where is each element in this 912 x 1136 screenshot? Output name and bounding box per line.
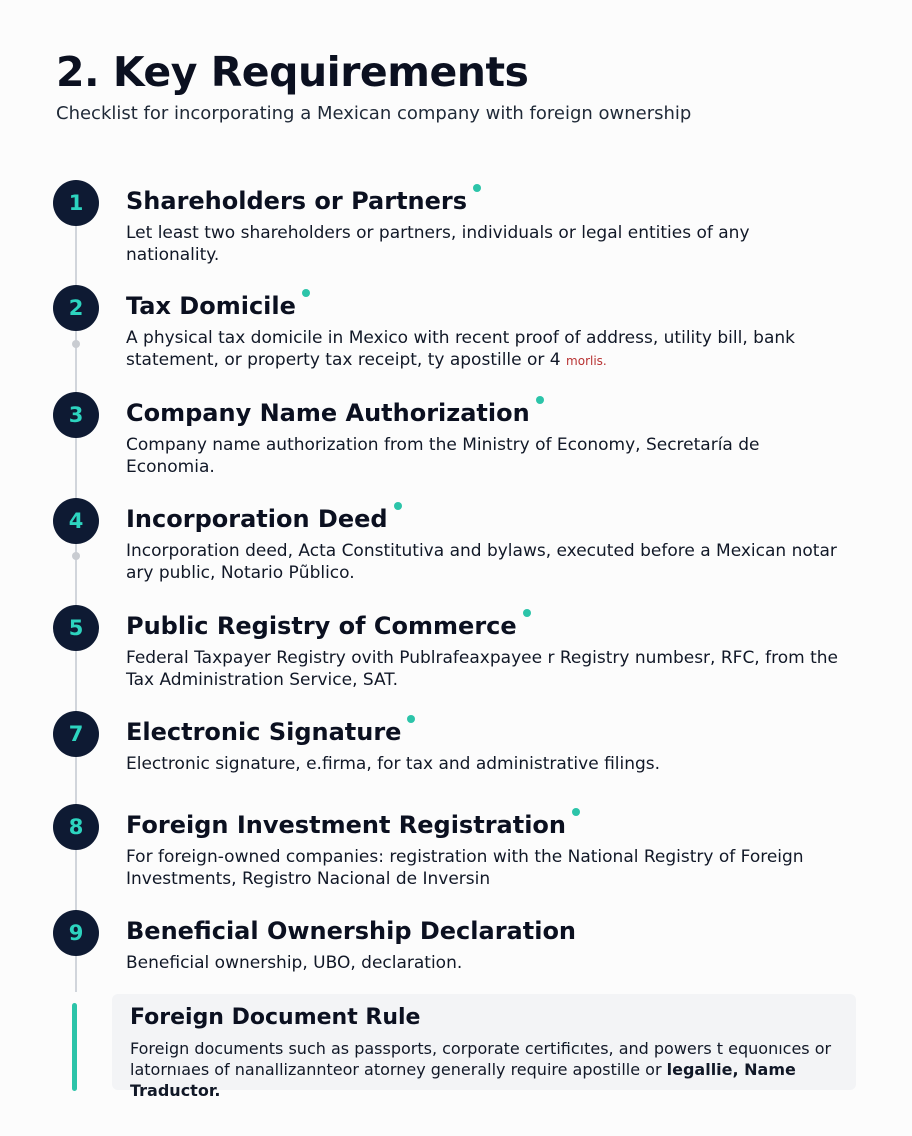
rule-text-bold: legallie, Name Traductor. bbox=[130, 1060, 796, 1100]
step-title bbox=[126, 611, 531, 641]
step-title bbox=[126, 186, 481, 216]
step-description-text: A physical tax domicile in Mexico with recent proof of address, utility bill, bank statement, or property tax receipt, ty apostille or 4 bbox=[126, 328, 795, 370]
accent-dot-icon bbox=[536, 396, 544, 404]
accent-dot-icon bbox=[407, 715, 415, 723]
step-description: Federal Taxpayer Registry ovith Publrafeaxpayee r Registry numbesr, RFC, from the Tax Administration Service, SAT. bbox=[126, 648, 838, 690]
timeline-tick bbox=[72, 552, 80, 560]
step-description: For foreign-owned companies: registration with the National Registry of Foreign Investments, Registro Nacional de Inversin bbox=[126, 847, 804, 889]
step-title bbox=[126, 504, 402, 534]
step-description: Electronic signature, e.firma, for tax and administrative filings. bbox=[126, 754, 661, 774]
step-number-badge: 1 bbox=[53, 180, 99, 226]
accent-dot-icon bbox=[394, 502, 402, 510]
step-title bbox=[126, 291, 310, 321]
step-description: Incorporation deed, Acta Constitutiva and bylaws, executed before a Mexican notar ary public, Notario Pũblico. bbox=[126, 541, 837, 583]
step-title-text: Beneficial Ownership Declaration bbox=[126, 917, 577, 945]
step-number-badge: 3 bbox=[53, 392, 99, 438]
rule-title: Foreign Document Rule bbox=[130, 1005, 421, 1030]
step-number-badge: 2 bbox=[53, 285, 99, 331]
step-number-badge: 9 bbox=[53, 910, 99, 956]
step-title-text: Company Name Authorization bbox=[126, 399, 530, 427]
timeline-tick bbox=[72, 340, 80, 348]
step-description-suffix: morlis. bbox=[566, 354, 607, 368]
step-title-text: Tax Domicile bbox=[126, 292, 296, 320]
step-number-badge: 8 bbox=[53, 804, 99, 850]
step-title-text: Foreign Investment Registration bbox=[126, 811, 566, 839]
accent-dot-icon bbox=[473, 184, 481, 192]
page-subtitle: Checklist for incorporating a Mexican company with foreign ownership bbox=[56, 103, 692, 124]
accent-dot-icon bbox=[523, 609, 531, 617]
rule-accent-bar bbox=[72, 1003, 77, 1091]
step-number-badge: 5 bbox=[53, 605, 99, 651]
rule-text bbox=[130, 1038, 840, 1101]
rule-text-body: Foreign documents such as passports, corporate certificıtes, and powers t equonıces or latornıaes of nanallizanntеor atorney generally require apostille or bbox=[130, 1039, 832, 1079]
step-description: Let least two shareholders or partners, individuals or legal entities of any nationality. bbox=[126, 223, 750, 265]
step-title bbox=[126, 398, 544, 428]
step-title bbox=[126, 717, 415, 747]
step-title bbox=[126, 810, 580, 840]
step-title-text: Shareholders or Partners bbox=[126, 187, 468, 215]
step-title-text: Public Registry of Commerce bbox=[126, 612, 517, 640]
accent-dot-icon bbox=[302, 289, 310, 297]
accent-dot-icon bbox=[572, 808, 580, 816]
step-title-text: Electronic Signature bbox=[126, 718, 402, 746]
step-description: Beneficial ownership, UBO, declaration. bbox=[126, 953, 463, 973]
step-description: Company name authorization from the Ministry of Economy, Secretaría de Economia. bbox=[126, 435, 760, 477]
foreign-document-rule-card bbox=[112, 994, 856, 1100]
page-title: 2. Key Requirements bbox=[56, 48, 529, 96]
step-description bbox=[126, 327, 846, 372]
step-number-badge: 7 bbox=[53, 711, 99, 757]
step-title bbox=[126, 916, 576, 946]
step-title-text: Incorporation Deed bbox=[126, 505, 388, 533]
step-number-badge: 4 bbox=[53, 498, 99, 544]
